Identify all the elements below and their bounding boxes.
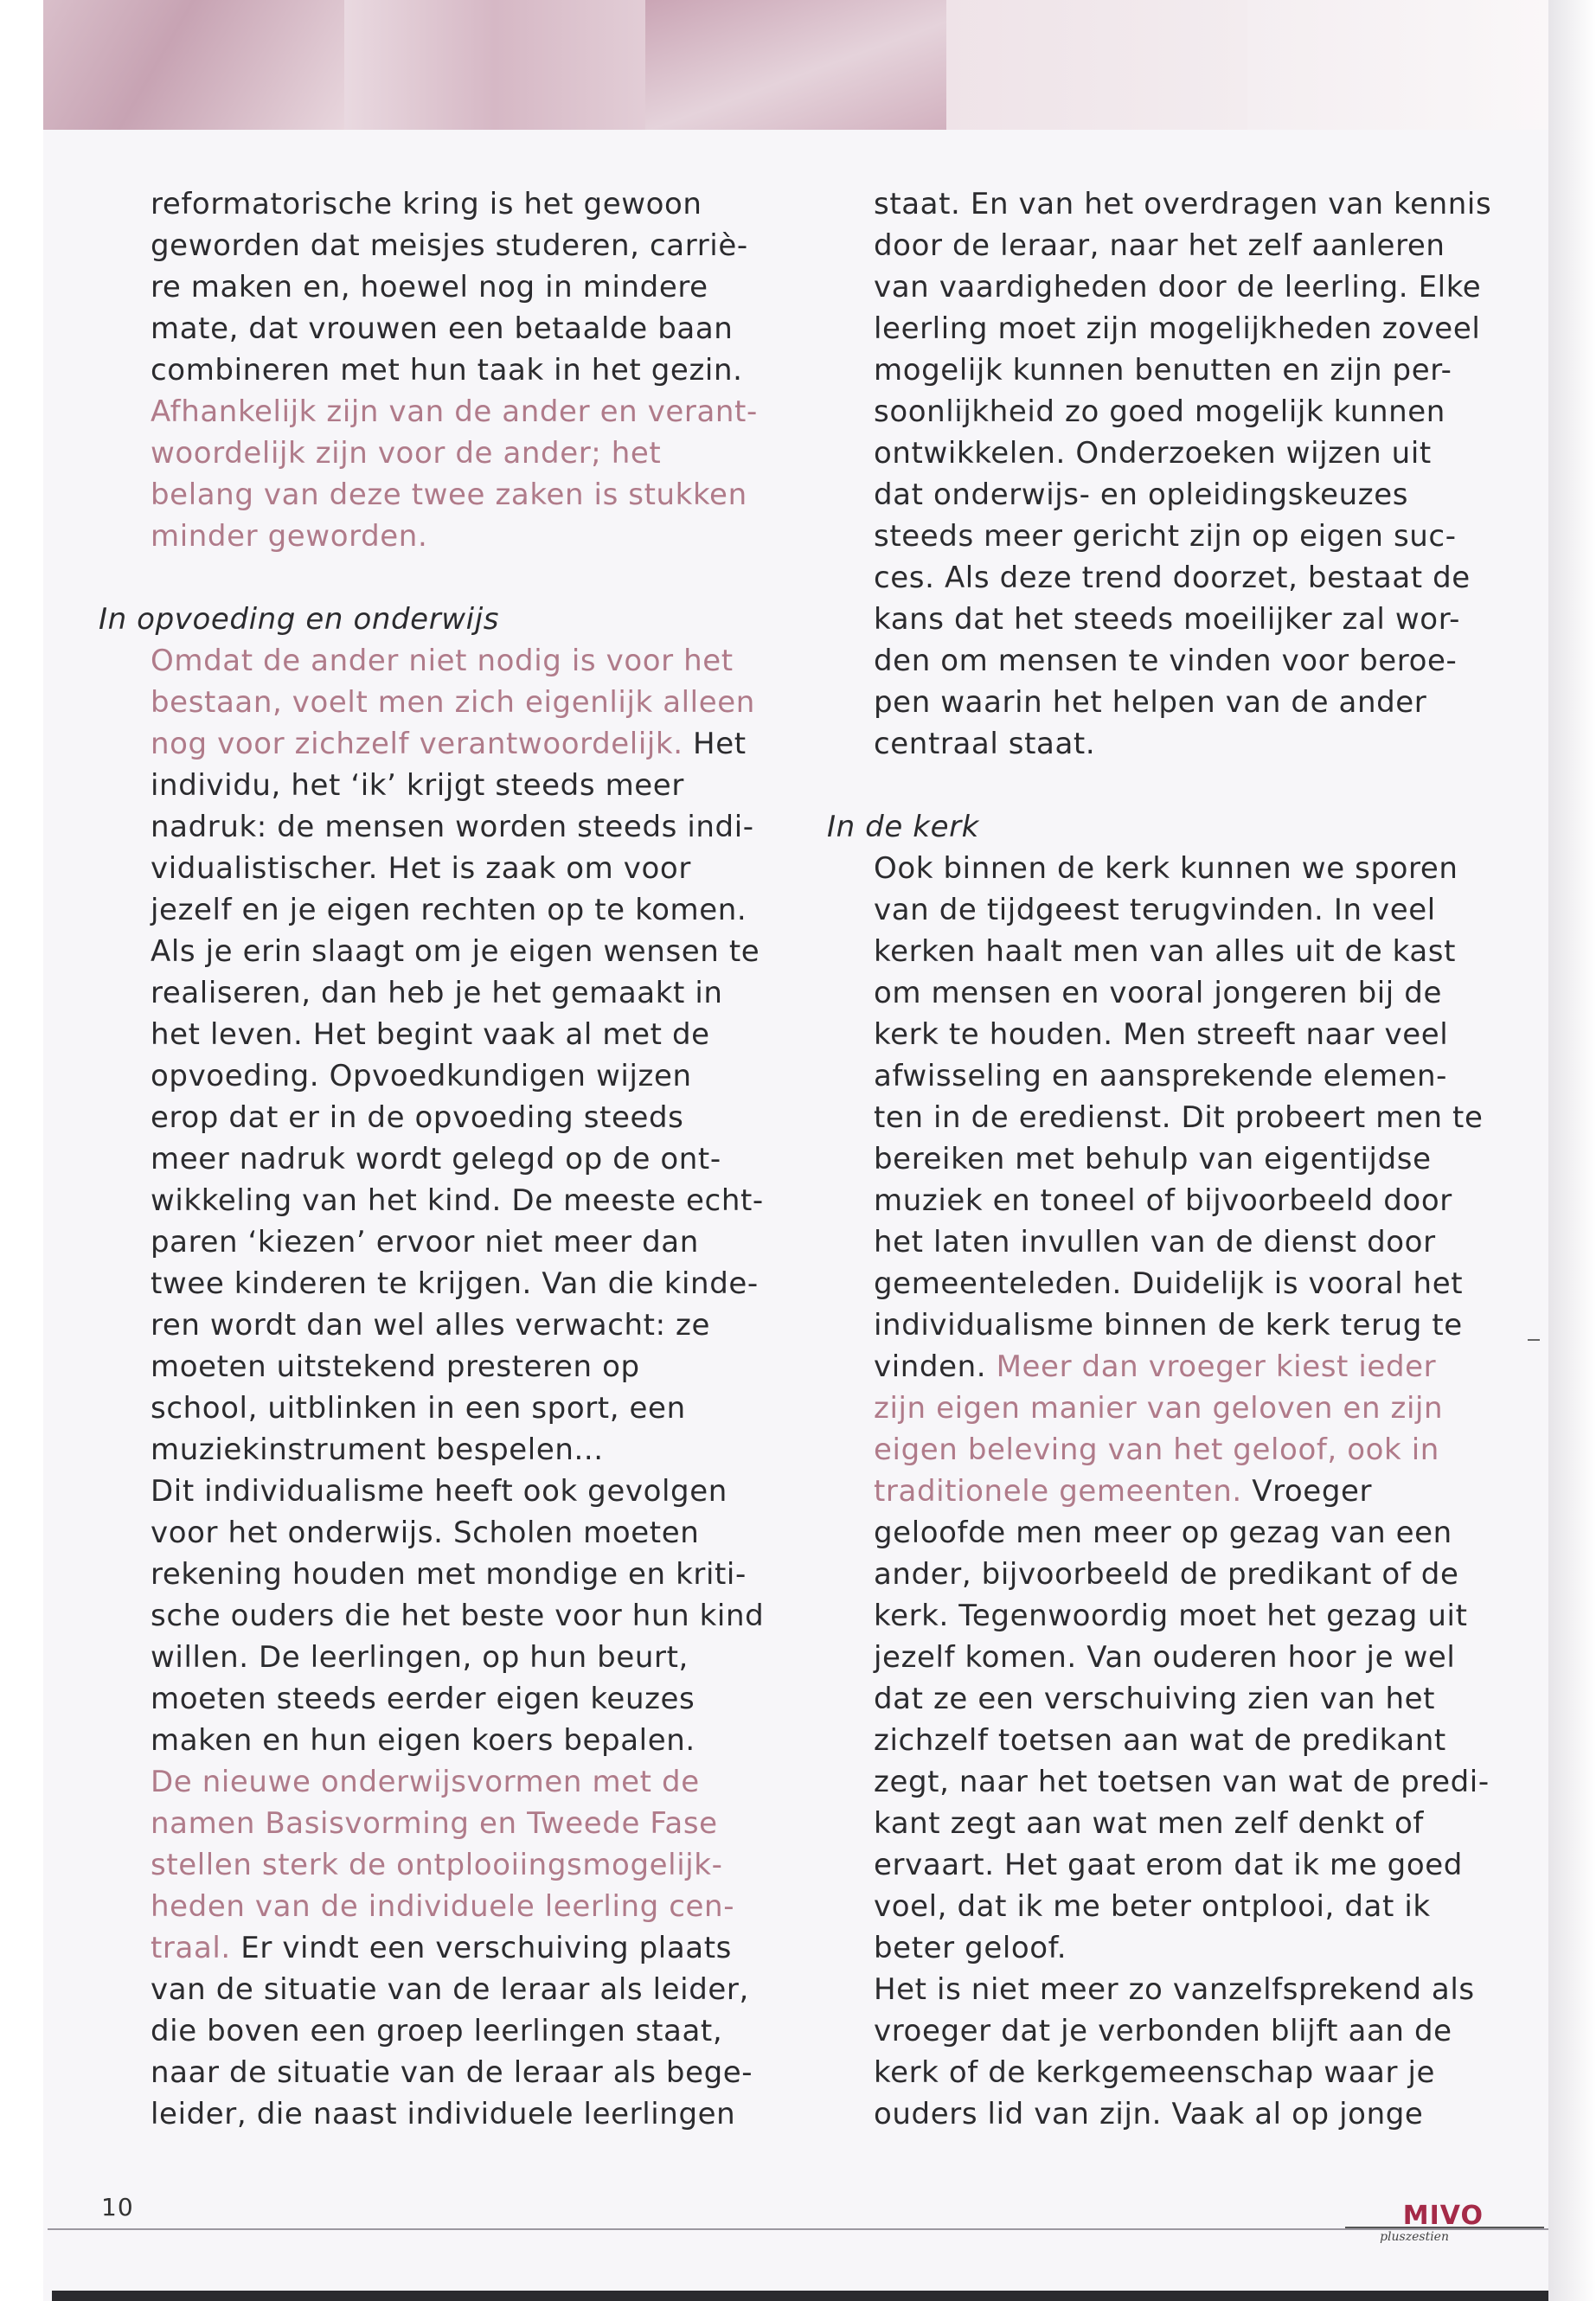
text-line: muziek en toneel of bijvoorbeeld door bbox=[874, 1183, 1452, 1218]
text-line: nadruk: de mensen worden steeds indi- bbox=[151, 810, 754, 844]
text-line: reformatorische kring is het gewoon bbox=[151, 187, 702, 221]
text-line: soonlijkheid zo goed mogelijk kunnen bbox=[874, 394, 1445, 429]
text-line: paren ‘kiezen’ ervoor niet meer dan bbox=[151, 1225, 699, 1259]
text-line: kerk te houden. Men streeft naar veel bbox=[874, 1017, 1449, 1052]
highlighted-text-line: stellen sterk de ontplooiingsmogelijk- bbox=[151, 1848, 723, 1882]
highlighted-text-line: namen Basisvorming en Tweede Fase bbox=[151, 1806, 718, 1841]
header-photo bbox=[645, 0, 946, 130]
text-line: gemeenteleden. Duidelijk is vooral het bbox=[874, 1266, 1464, 1301]
text-line: kans dat het steeds moeilijker zal wor- bbox=[874, 602, 1460, 637]
page-edge-shadow bbox=[1548, 0, 1596, 2301]
text-line: opvoeding. Opvoedkundigen wijzen bbox=[151, 1059, 692, 1093]
text-line: voel, dat ik me beter ontplooi, dat ik bbox=[874, 1889, 1431, 1924]
text-line: erop dat er in de opvoeding steeds bbox=[151, 1100, 684, 1135]
text-line: die boven een groep leerlingen staat, bbox=[151, 2014, 723, 2048]
text-line: combineren met hun taak in het gezin. bbox=[151, 353, 743, 388]
text-line: naar de situatie van de leraar als bege- bbox=[151, 2055, 753, 2090]
text-line: dat ze een verschuiving zien van het bbox=[874, 1682, 1436, 1716]
text-line: Het is niet meer zo vanzelfsprekend als bbox=[874, 1972, 1475, 2007]
text-line: afwisseling en aansprekende elemen- bbox=[874, 1059, 1447, 1093]
text-line: individu, het ‘ik’ krijgt steeds meer bbox=[151, 768, 684, 803]
text-line: leerling moet zijn mogelijkheden zoveel bbox=[874, 311, 1481, 346]
text-line: maken en hun eigen koers bepalen. bbox=[151, 1723, 695, 1758]
text-line: Ook binnen de kerk kunnen we sporen bbox=[874, 851, 1458, 886]
text-line: zegt, naar het toetsen van wat de predi- bbox=[874, 1765, 1490, 1799]
text-line: pen waarin het helpen van de ander bbox=[874, 685, 1427, 720]
text-line: het leven. Het begint vaak al met de bbox=[151, 1017, 710, 1052]
text-line: kerken haalt men van alles uit de kast bbox=[874, 934, 1457, 969]
text-line: het laten invullen van de dienst door bbox=[874, 1225, 1436, 1259]
text-line: kerk of de kerkgemeenschap waar je bbox=[874, 2055, 1436, 2090]
paragraph-gap bbox=[151, 557, 773, 599]
text-line: ervaart. Het gaat erom dat ik me goed bbox=[874, 1848, 1463, 1882]
text-line: Als je erin slaagt om je eigen wensen te bbox=[151, 934, 760, 969]
text-line: leider, die naast individuele leerlingen bbox=[151, 2097, 736, 2131]
highlighted-text-line: zijn eigen manier van geloven en zijn bbox=[874, 1391, 1444, 1426]
text-line: rekening houden met mondige en kriti- bbox=[151, 1557, 747, 1592]
text-line: geloofde men meer op gezag van een bbox=[874, 1516, 1452, 1550]
highlighted-text-line: Omdat de ander niet nodig is voor het bbox=[151, 644, 734, 678]
text-line: mogelijk kunnen benutten en zijn per- bbox=[874, 353, 1452, 388]
text-line: om mensen en vooral jongeren bij de bbox=[874, 976, 1442, 1010]
footer-rule bbox=[48, 2228, 1548, 2230]
text-line bbox=[151, 723, 773, 765]
body-text: vinden. bbox=[874, 1349, 997, 1384]
scan-bottom-band bbox=[52, 2291, 1548, 2301]
text-line: mate, dat vrouwen een betaalde baan bbox=[151, 311, 734, 346]
text-line: beter geloof. bbox=[874, 1931, 1067, 1965]
highlighted-text-line: Afhankelijk zijn van de ander en verant- bbox=[151, 394, 758, 429]
text-line: centraal staat. bbox=[874, 727, 1096, 761]
text-line bbox=[874, 1346, 1497, 1388]
text-line: individualisme binnen de kerk terug te bbox=[874, 1308, 1463, 1343]
section-heading: In opvoeding en onderwijs bbox=[99, 602, 500, 637]
highlighted-text-line: belang van deze twee zaken is stukken bbox=[151, 478, 747, 512]
text-line: dat onderwijs- en opleidingskeuzes bbox=[874, 478, 1409, 512]
text-line: kerk. Tegenwoordig moet het gezag uit bbox=[874, 1599, 1468, 1633]
highlighted-text-line: woordelijk zijn voor de ander; het bbox=[151, 436, 662, 471]
text-line bbox=[151, 1927, 773, 1969]
logo-subtitle: pluszestien bbox=[1380, 2230, 1449, 2244]
text-line: jezelf en je eigen rechten op te komen. bbox=[151, 893, 747, 927]
page-number: 10 bbox=[101, 2193, 134, 2221]
text-line: twee kinderen te krijgen. Van die kinde- bbox=[151, 1266, 759, 1301]
text-line: van de tijdgeest terugvinden. In veel bbox=[874, 893, 1436, 927]
text-line: vroeger dat je verbonden blijft aan de bbox=[874, 2014, 1452, 2048]
text-line: wikkeling van het kind. De meeste echt- bbox=[151, 1183, 764, 1218]
section-heading: In de kerk bbox=[827, 810, 979, 844]
text-line: jezelf komen. Van ouderen hoor je wel bbox=[874, 1640, 1456, 1675]
highlighted-text: Meer dan vroeger kiest ieder bbox=[996, 1349, 1437, 1384]
paragraph-gap bbox=[874, 765, 1497, 806]
highlighted-text-line: heden van de individuele leerling cen- bbox=[151, 1889, 735, 1924]
header-photo bbox=[344, 0, 645, 130]
body-text: Er vindt een verschuiving plaats bbox=[230, 1931, 732, 1965]
text-line: realiseren, dan heb je het gemaakt in bbox=[151, 976, 723, 1010]
text-line: school, uitblinken in een sport, een bbox=[151, 1391, 686, 1426]
highlighted-text-line: bestaan, voelt men zich eigenlijk alleen bbox=[151, 685, 755, 720]
highlighted-text-line: minder geworden. bbox=[151, 519, 428, 554]
header-photo bbox=[1247, 0, 1548, 130]
header-photo bbox=[43, 0, 344, 130]
highlighted-text-line: De nieuwe onderwijsvormen met de bbox=[151, 1765, 700, 1799]
highlighted-text: traditionele gemeenten. bbox=[874, 1474, 1242, 1509]
text-line: staat. En van het overdragen van kennis bbox=[874, 187, 1492, 221]
text-line: steeds meer gericht zijn op eigen suc- bbox=[874, 519, 1457, 554]
right-text-column bbox=[827, 183, 1497, 2135]
highlighted-text-line: eigen beleving van het geloof, ook in bbox=[874, 1433, 1439, 1467]
text-line: muziekinstrument bespelen... bbox=[151, 1433, 604, 1467]
text-line: sche ouders die het beste voor hun kind bbox=[151, 1599, 765, 1633]
mivo-logo bbox=[1345, 2201, 1544, 2244]
text-line: van vaardigheden door de leerling. Elke bbox=[874, 270, 1482, 304]
body-text: Het bbox=[683, 727, 747, 761]
header-photo-strip bbox=[43, 0, 1548, 130]
text-line: kant zegt aan wat men zelf denkt of bbox=[874, 1806, 1424, 1841]
text-line: ren wordt dan wel alles verwacht: ze bbox=[151, 1308, 710, 1343]
text-line: den om mensen te vinden voor beroe- bbox=[874, 644, 1458, 678]
text-line: bereiken met behulp van eigentijdse bbox=[874, 1142, 1432, 1176]
left-text-column bbox=[99, 183, 773, 2135]
text-line: van de situatie van de leraar als leider, bbox=[151, 1972, 749, 2007]
text-line bbox=[874, 1471, 1497, 1512]
text-line: ten in de eredienst. Dit probeert men te bbox=[874, 1100, 1484, 1135]
text-line: moeten steeds eerder eigen keuzes bbox=[151, 1682, 695, 1716]
margin-mark bbox=[1528, 1339, 1540, 1341]
text-line: meer nadruk wordt gelegd op de ont- bbox=[151, 1142, 721, 1176]
text-line: willen. De leerlingen, op hun beurt, bbox=[151, 1640, 689, 1675]
text-line: ontwikkelen. Onderzoeken wijzen uit bbox=[874, 436, 1432, 471]
text-line: Dit individualisme heeft ook gevolgen bbox=[151, 1474, 727, 1509]
text-line: vidualistischer. Het is zaak om voor bbox=[151, 851, 691, 886]
text-line: zichzelf toetsen aan wat de predikant bbox=[874, 1723, 1446, 1758]
text-line: geworden dat meisjes studeren, carriè- bbox=[151, 228, 748, 263]
text-line: ces. Als deze trend doorzet, bestaat de bbox=[874, 561, 1471, 595]
text-line: re maken en, hoewel nog in mindere bbox=[151, 270, 708, 304]
text-line: voor het onderwijs. Scholen moeten bbox=[151, 1516, 700, 1550]
text-line: ander, bijvoorbeeld de predikant of de bbox=[874, 1557, 1459, 1592]
header-photo bbox=[946, 0, 1247, 130]
logo-text: MIVO bbox=[1402, 2201, 1484, 2231]
text-line: door de leraar, naar het zelf aanleren bbox=[874, 228, 1445, 263]
highlighted-text: nog voor zichzelf verantwoordelijk. bbox=[151, 727, 683, 761]
body-text: Vroeger bbox=[1241, 1474, 1373, 1509]
text-line: ouders lid van zijn. Vaak al op jonge bbox=[874, 2097, 1424, 2131]
text-line: moeten uitstekend presteren op bbox=[151, 1349, 640, 1384]
highlighted-text: traal. bbox=[151, 1931, 231, 1965]
